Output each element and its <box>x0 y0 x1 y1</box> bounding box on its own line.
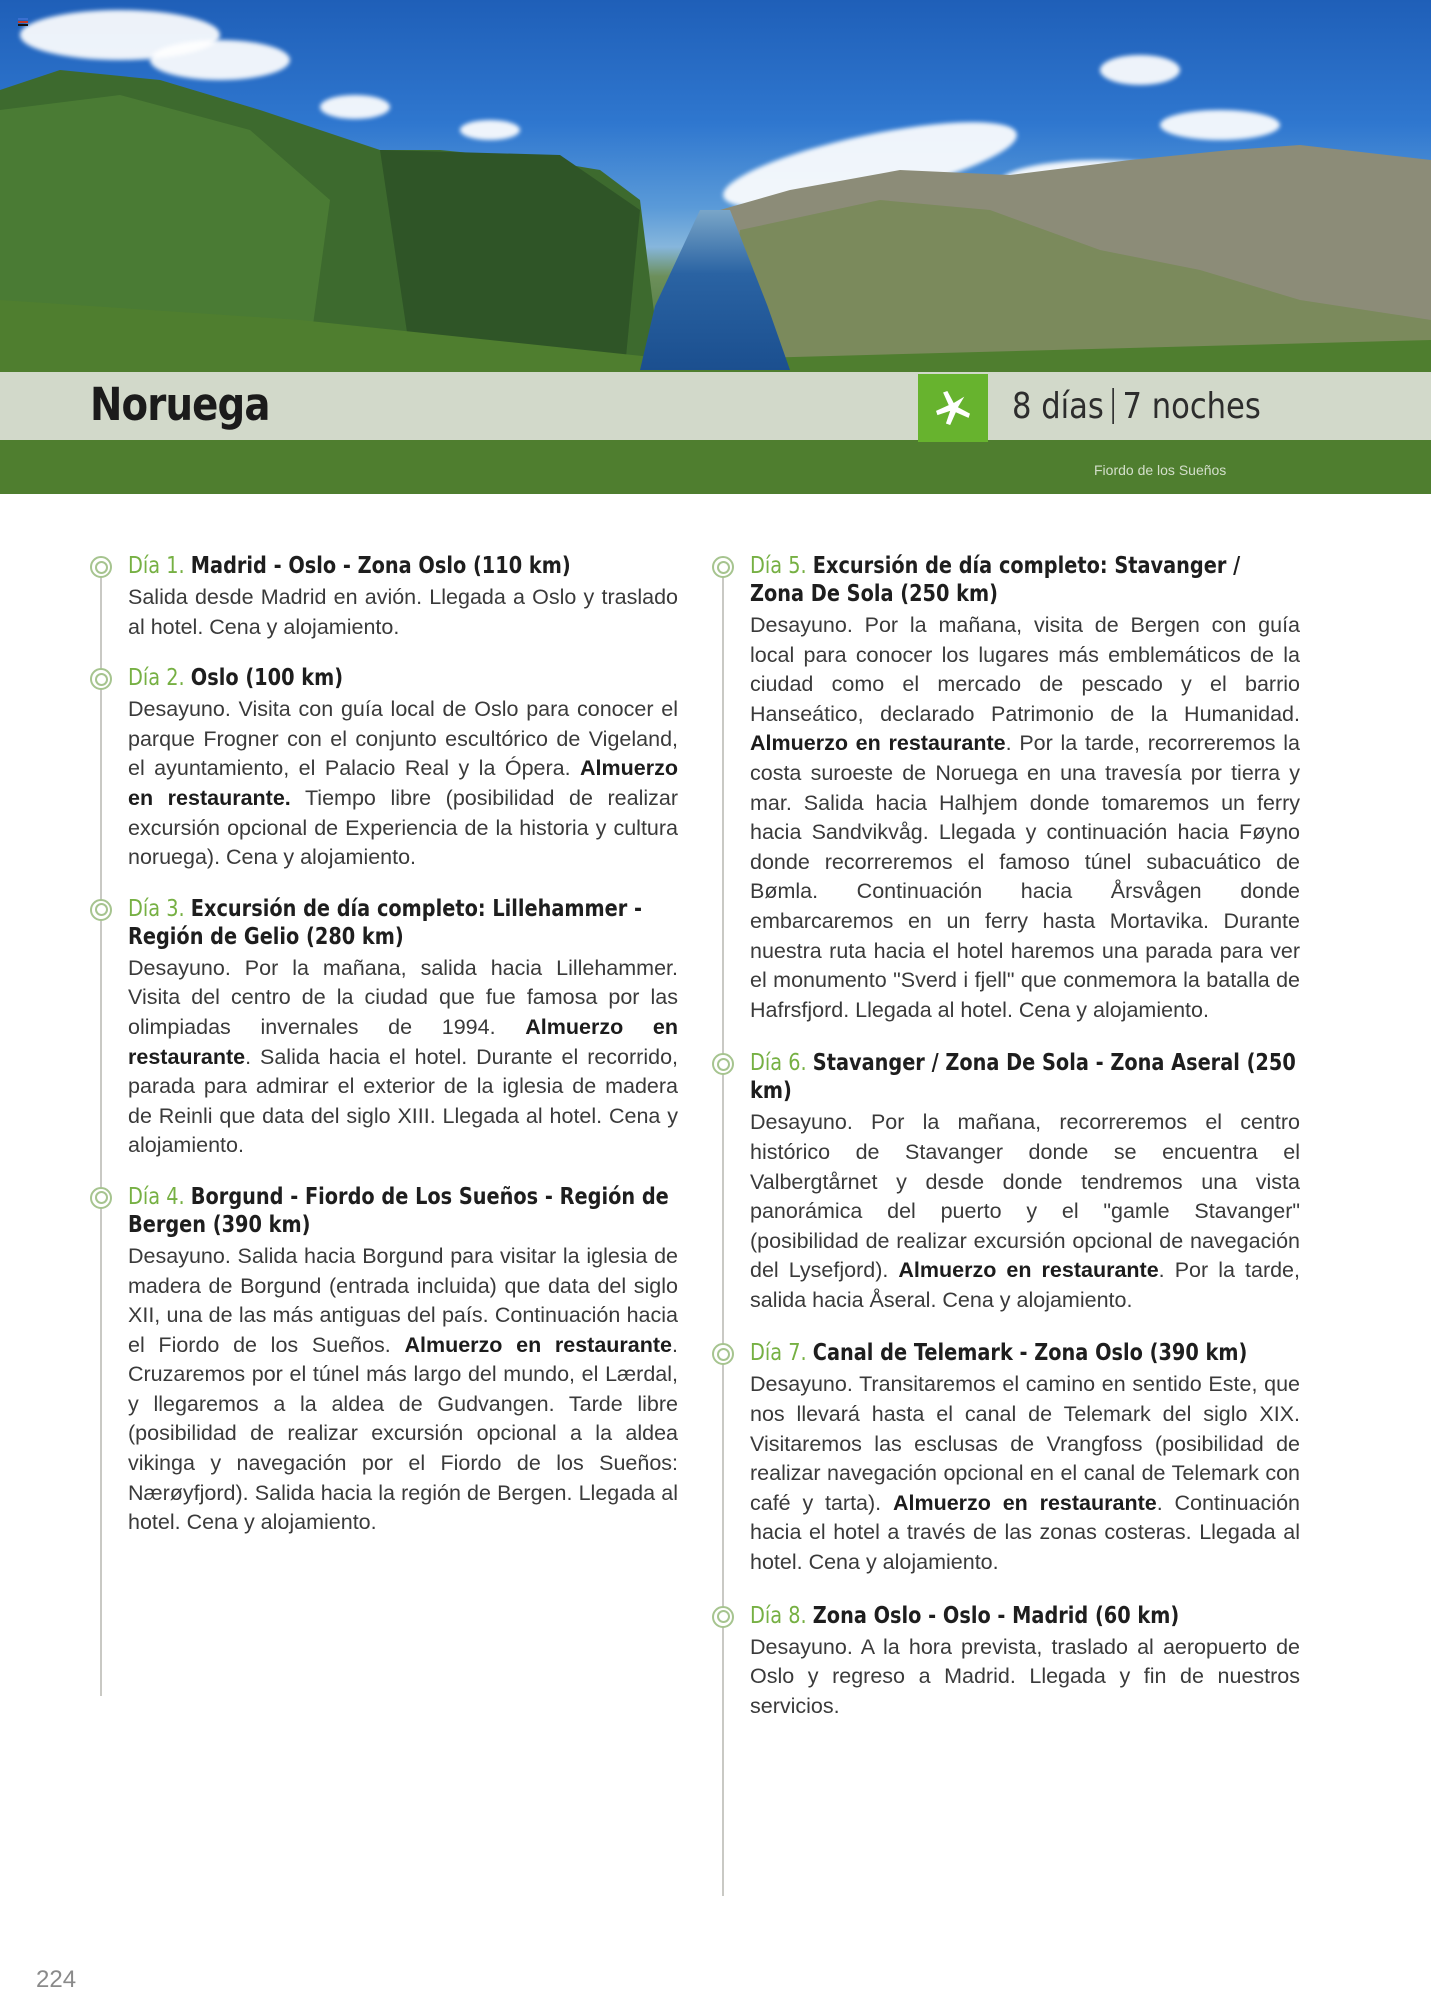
day-heading <box>128 895 678 951</box>
transport-badge <box>918 374 988 442</box>
day-title: Excursión de día completo: Stavanger / Zona De Sola (250 km) <box>750 553 1241 607</box>
day-number: Día 5. <box>750 553 813 579</box>
flag-icon <box>18 18 28 26</box>
meal-highlight: Almuerzo en restaurante <box>404 1332 672 1357</box>
itinerary-day <box>710 1049 1300 1315</box>
day-title: Canal de Telemark - Zona Oslo (390 km) <box>812 1340 1248 1367</box>
day-description <box>128 583 678 642</box>
description-text: Salida desde Madrid en avión. Llegada a Oslo y traslado al hotel. Cena y alojamiento. <box>128 585 678 639</box>
day-heading <box>128 664 678 692</box>
day-marker-icon <box>90 556 112 578</box>
trip-duration <box>1012 386 1261 427</box>
day-marker-icon <box>712 1606 734 1628</box>
day-heading <box>128 552 678 580</box>
day-heading <box>750 1049 1300 1105</box>
description-text: Desayuno. Visita con guía local de Oslo para conocer el parque Frogner con el conjunto escultórico de Vigeland, el ayuntamiento, el Palacio Real y la Ópera. <box>128 697 678 781</box>
description-text: Desayuno. Por la mañana, salida hacia Lillehammer. Visita del centro de la ciudad que fue famosa por las olimpiadas invernales de 1994. <box>128 955 678 1039</box>
meal-highlight: Almuerzo en restaurante <box>892 1490 1157 1515</box>
duration-days: 8 días <box>1012 386 1104 427</box>
day-description <box>128 695 678 873</box>
itinerary-day <box>88 1183 678 1538</box>
meal-highlight: Almuerzo en restaurante. <box>128 756 678 810</box>
meal-highlight: Almuerzo en restaurante <box>128 1014 678 1069</box>
day-heading <box>750 552 1300 608</box>
day-heading <box>128 1183 678 1239</box>
day-description <box>750 611 1300 1025</box>
description-text: . Cruzaremos por el túnel más largo del mundo, el Lærdal, y llegaremos a la aldea de Gudvangen. Tarde libre (posibilidad de realizar excursión opcional a la aldea vikinga y navegación por el Fiordo de los Sueños: Nærøyfjord). Salida hacia la región de Bergen. Llegada al hotel. Cena y alojamiento. <box>128 1332 678 1535</box>
description-text: . Salida hacia el hotel. Durante el recorrido, parada para admirar el exterior de la iglesia de madera de Reinli que data del siglo XIII. Llegada al hotel. Cena y alojamiento. <box>128 1044 678 1158</box>
day-number: Día 3. <box>128 895 191 922</box>
itinerary-day <box>88 552 678 642</box>
day-heading <box>750 1339 1300 1367</box>
day-description <box>750 1370 1300 1577</box>
day-title: Madrid - Oslo - Zona Oslo (110 km) <box>190 553 571 579</box>
day-title: Stavanger / Zona De Sola - Zona Aseral (250 km) <box>750 1050 1296 1105</box>
meal-highlight: Almuerzo en restaurante <box>750 731 1006 756</box>
day-number: Día 8. <box>750 1602 813 1629</box>
day-description <box>128 1242 678 1538</box>
day-heading <box>750 1602 1300 1630</box>
day-title: Borgund - Fiordo de Los Sueños - Región de Bergen (390 km) <box>128 1183 669 1238</box>
itinerary-day <box>88 895 678 1161</box>
day-marker-icon <box>712 556 734 578</box>
day-marker-icon <box>90 668 112 690</box>
description-text: Desayuno. Salida hacia Borgund para visitar la iglesia de madera de Borgund (entrada incluida) que data del siglo XII, una de las más antiguas del país. Continuación hacia el Fiordo de los Sueños. <box>128 1243 678 1357</box>
day-number: Día 7. <box>750 1340 813 1367</box>
description-text: . Por la tarde, recorreremos la costa suroeste de Noruega en una travesía por tierra y mar. Salida hacia Halhjem donde tomaremos un ferry hacia Sandvikvåg. Llegada y continuación hacia Føyno donde recorreremos el famoso túnel subacuático de Bømla. Continuación hacia Årsvågen donde embarcaremos en un ferry hasta Mortavika. Durante nuestra ruta hacia el hotel haremos una parada para ver el monumento "Sverd i fjell" que conmemora la batalla de Hafrsfjord. Llegada al hotel. Cena y alojamiento. <box>750 731 1300 1022</box>
photo-caption: Fiordo de los Sueños <box>1094 462 1227 478</box>
page-title: Noruega <box>90 378 270 431</box>
description-text: . Por la tarde, salida hacia Åseral. Cena y alojamiento. <box>750 1258 1300 1312</box>
day-title: Excursión de día completo: Lillehammer - Región de Gelio (280 km) <box>128 895 643 950</box>
duration-nights: 7 noches <box>1122 386 1261 427</box>
day-number: Día 6. <box>750 1050 813 1077</box>
day-marker-icon <box>712 1343 734 1365</box>
itinerary-day <box>710 1602 1300 1722</box>
duration-separator <box>1112 388 1114 424</box>
itinerary-left-column <box>88 552 678 1538</box>
description-text: . Continuación hacia el hotel a través de las zonas costeras. Llegada al hotel. Cena y alojamiento. <box>750 1490 1300 1575</box>
description-text: Desayuno. Por la mañana, recorreremos el centro histórico de Stavanger donde se encuentra el Valbergtårnet y desde donde tendremos una vista panorámica del puerto y el "gamle Stavanger" (posibilidad de realizar excursión opcional de navegación del Lysefjord). <box>750 1110 1300 1283</box>
day-number: Día 4. <box>128 1183 191 1210</box>
day-marker-icon <box>90 1187 112 1209</box>
day-number: Día 2. <box>128 665 191 692</box>
page-number: 224 <box>36 1966 77 1993</box>
description-text: Tiempo libre (posibilidad de realizar excursión opcional de Experiencia de la historia y cultura noruega). Cena y alojamiento. <box>128 785 678 870</box>
day-title: Zona Oslo - Oslo - Madrid (60 km) <box>812 1602 1180 1629</box>
plane-icon <box>933 388 973 428</box>
day-description <box>750 1633 1300 1722</box>
description-text: Desayuno. Por la mañana, visita de Bergen con guía local para conocer los lugares más emblemáticos de la ciudad como el mercado de pescado y el barrio Hanseático, declarado Patrimonio de la Humanidad. <box>750 613 1300 726</box>
day-marker-icon <box>712 1053 734 1075</box>
itinerary-day <box>710 1339 1300 1577</box>
day-number: Día 1. <box>128 553 191 579</box>
day-marker-icon <box>90 899 112 921</box>
description-text: Desayuno. A la hora prevista, traslado al aeropuerto de Oslo y regreso a Madrid. Llegada y fin de nuestros servicios. <box>750 1634 1300 1718</box>
day-description <box>128 954 678 1161</box>
description-text: Desayuno. Transitaremos el camino en sentido Este, que nos llevará hasta el canal de Telemark del siglo XIX. Visitaremos las esclusas de Vrangfoss (posibilidad de realizar navegación opcional en el canal de Telemark con café y tarta). <box>750 1372 1300 1515</box>
itinerary-right-column <box>710 552 1300 1721</box>
itinerary-day <box>710 552 1300 1025</box>
day-title: Oslo (100 km) <box>190 665 344 692</box>
itinerary-day <box>88 664 678 873</box>
day-description <box>750 1108 1300 1315</box>
meal-highlight: Almuerzo en restaurante <box>898 1258 1159 1283</box>
